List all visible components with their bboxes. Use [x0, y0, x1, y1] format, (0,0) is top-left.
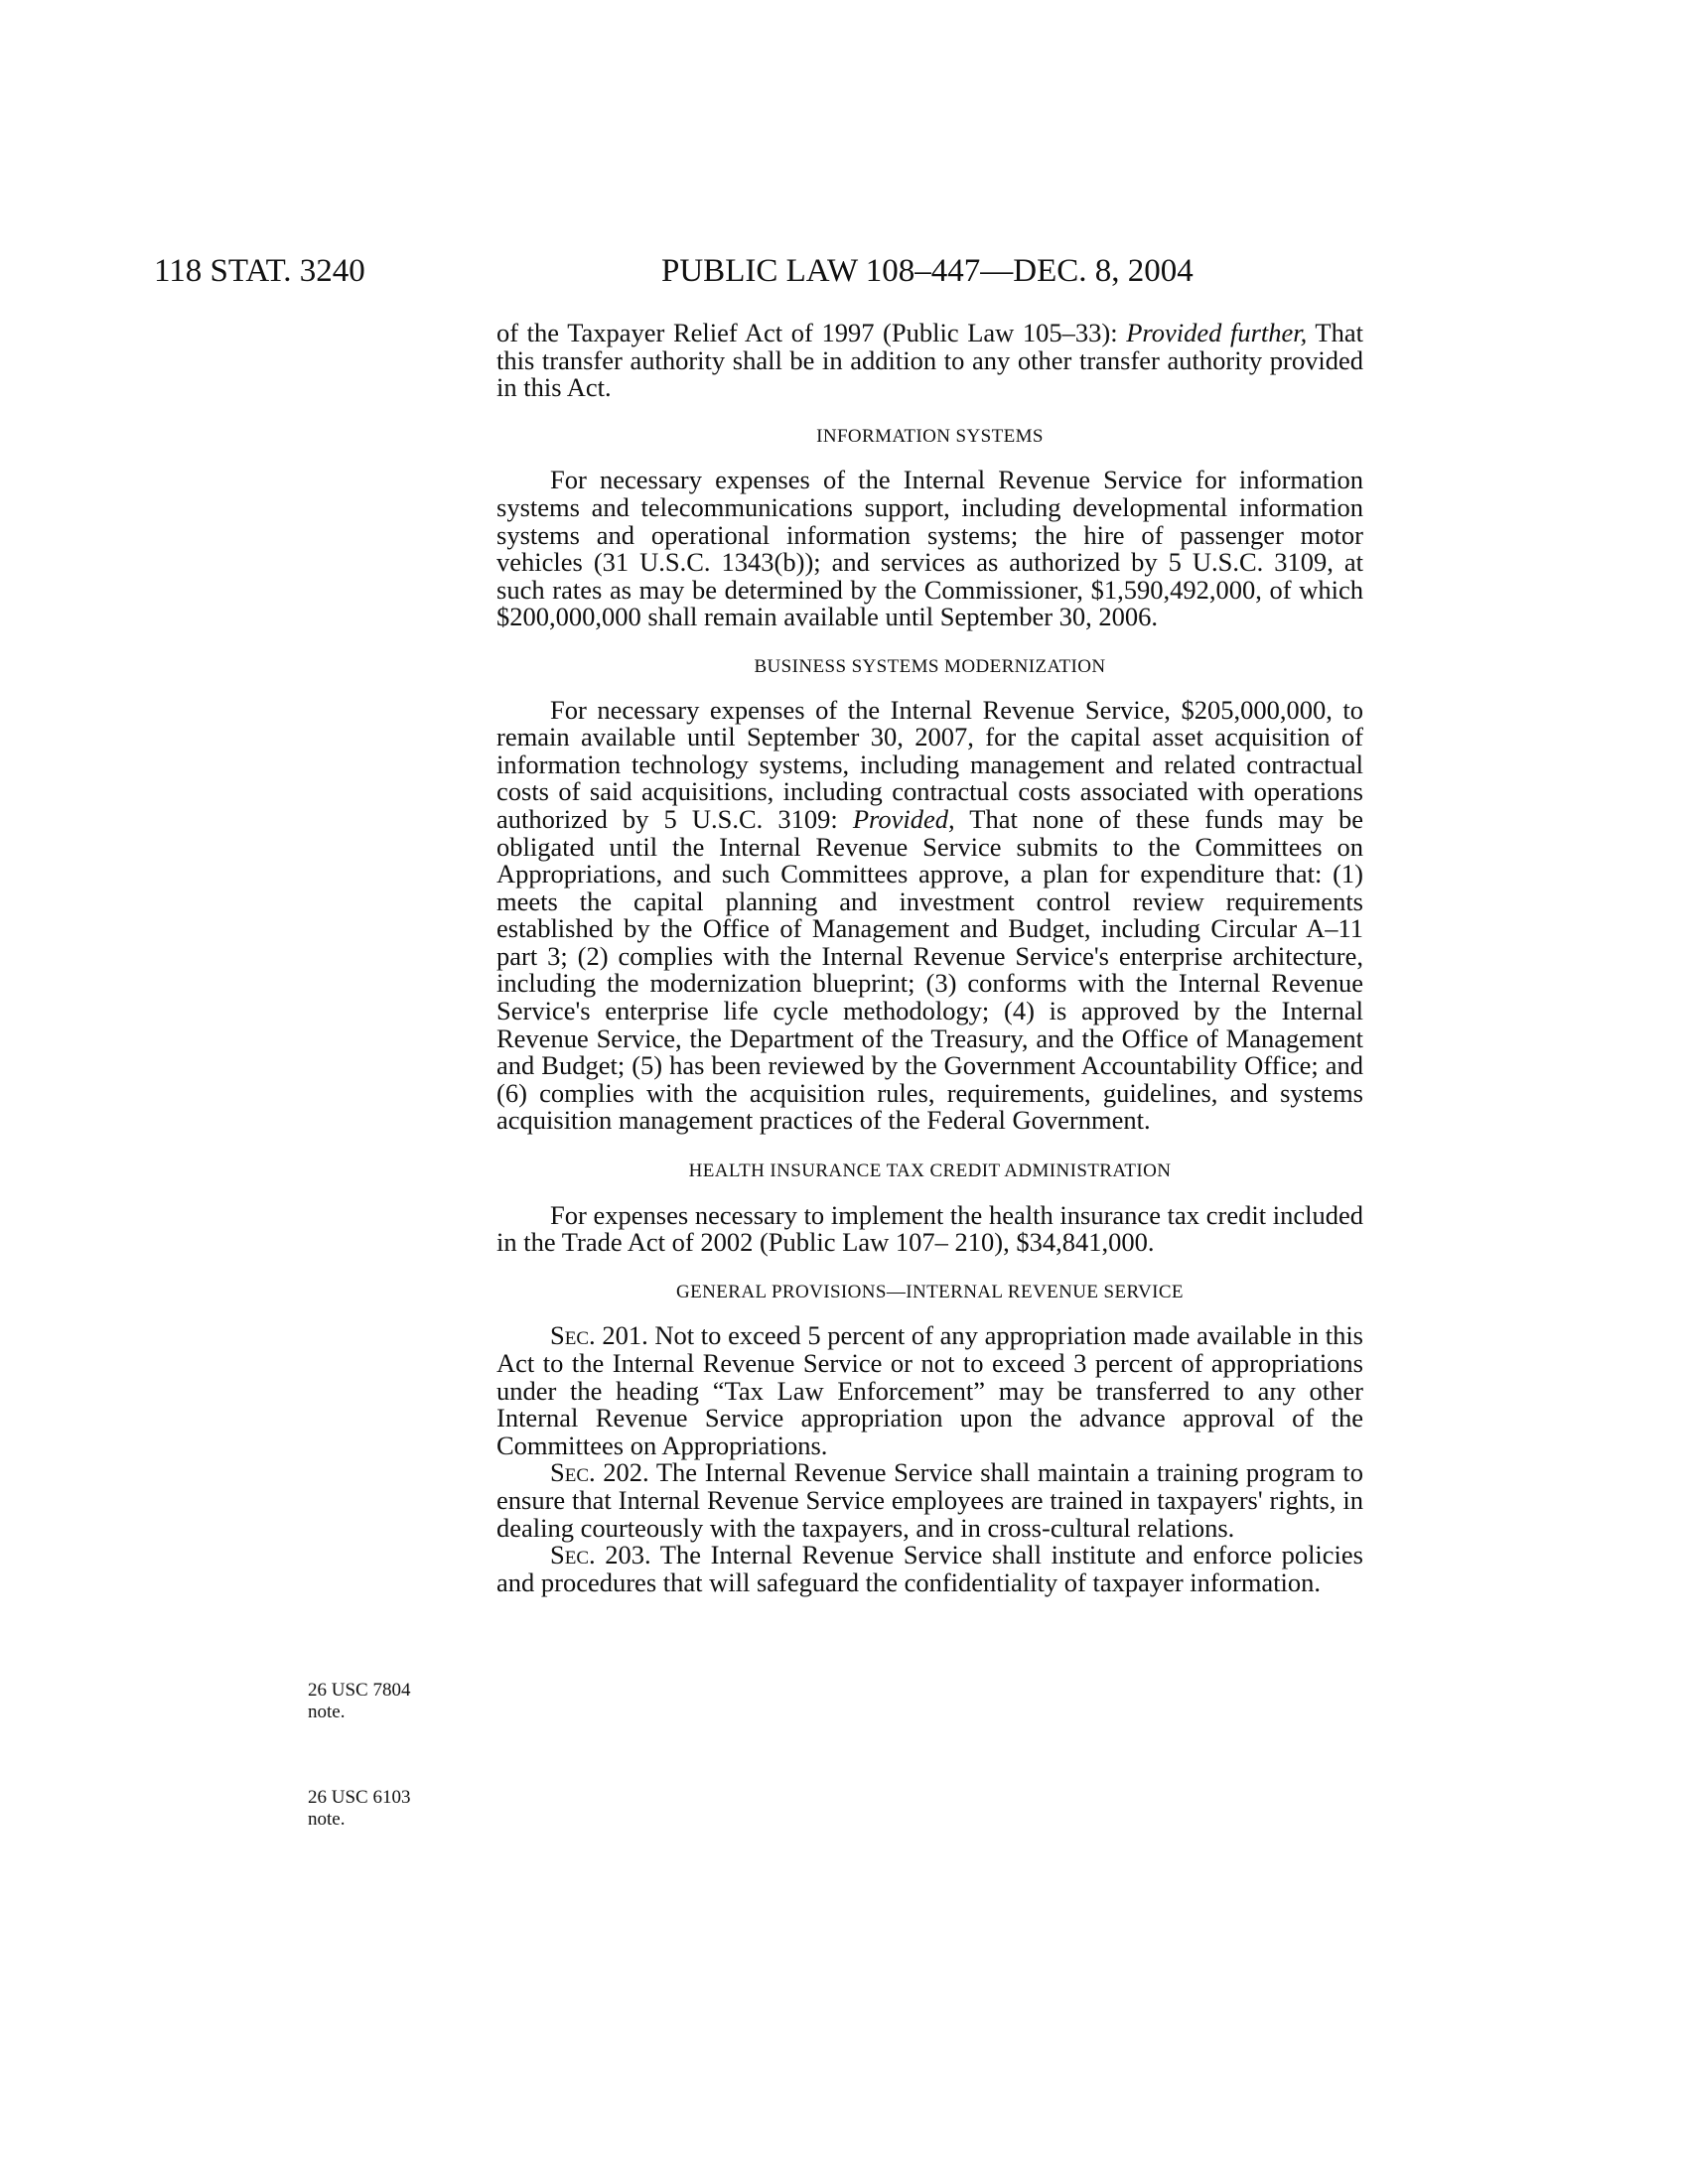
business-systems-paragraph [496, 694, 1363, 1136]
heading-general-provisions: GENERAL PROVISIONS—INTERNAL REVENUE SERVICE [676, 1281, 1184, 1302]
stat-page-number: 118 STAT. 3240 [154, 253, 365, 289]
section-203-paragraph [496, 1542, 1363, 1596]
intro-italic: Provided further, [1126, 318, 1308, 347]
section-203-text: The Internal Revenue Service shall institute and enforce policies and procedures that will safeguard the confidentiality of taxpayer information. [496, 1540, 1363, 1597]
section-201-paragraph [496, 1322, 1363, 1459]
section-201-label: Sec. 201. [550, 1320, 648, 1351]
heading-health-insurance: HEALTH INSURANCE TAX CREDIT ADMINISTRATION [688, 1160, 1172, 1182]
heading-business-systems: BUSINESS SYSTEMS MODERNIZATION [754, 655, 1106, 677]
margin-note-6103: 26 USC 6103 note. [308, 1787, 411, 1830]
page-header [154, 251, 1365, 301]
intro-paragraph [496, 320, 1363, 402]
information-systems-paragraph: For necessary expenses of the Internal Revenue Service for information systems and telecommunications support, including developmental information systems and operational information systems; the hire of passenger motor vehicles (31 U.S.C. 1343(b)); and services as authorized by 5 U.S.C. 3109, at such rates as may be determined by the Commissioner, $1,590,492,000, of which $200,000,000 shall remain available until September 30, 2006. [496, 465, 1363, 632]
business-systems-text-a: For necessary expenses of the Internal Revenue Service, $205,000,000, to remain available until September 30, 2007, for the capital asset acquisition of information technology systems, including management and related contractual costs of said acquisitions, including contractual costs associated with operations authorized by 5 U.S.C. 3109: [496, 694, 1363, 834]
section-201-text: Not to exceed 5 percent of any appropriation made available in this Act to the Internal Revenue Service or not to exceed 3 percent of appropriations under the heading “Tax Law Enforcement” may be transferred to any other Internal Revenue Service appropriation upon the advance approval of the Committees on Appropriations. [496, 1320, 1363, 1460]
section-202-text: The Internal Revenue Service shall maintain a training program to ensure that Internal Revenue Service employees are trained in taxpayers' rights, in dealing courteously with the taxpayers, and in cross-cultural relations. [496, 1457, 1363, 1543]
section-202-label: Sec. 202. [550, 1457, 649, 1488]
intro-text-a: of the Taxpayer Relief Act of 1997 (Public Law 105–33): [496, 318, 1127, 347]
intro-text-b: That this transfer authority shall be in addition to any other transfer authority provided in this Act. [496, 318, 1363, 403]
section-203-label: Sec. 203. [550, 1540, 651, 1570]
business-systems-text-b: That none of these funds may be obligated until the Internal Revenue Service submits to the Committees on Appropriations, and such Committees approve, a plan for expenditure that: (1) meets the capital planning and investment control review requirements established by the Office of Management and Budget, including Circular A–11 part 3; (2) complies with the Internal Revenue Service's enterprise architecture, including the modernization blueprint; (3) conforms with the Internal Revenue Service's enterprise life cycle methodology; (4) is approved by the Internal Revenue Service, the Department of the Treasury, and the Office of Management and Budget; (5) has been reviewed by the Government Accountability Office; and (6) complies with the acquisition rules, requirements, guidelines, and systems acquisition management practices of the Federal Government. [496, 803, 1363, 1136]
health-insurance-paragraph: For expenses necessary to implement the health insurance tax credit included in the Trade Act of 2002 (Public Law 107– 210), $34,841,000. [496, 1199, 1363, 1258]
business-systems-italic: Provided, [852, 803, 955, 834]
margin-note-7804: 26 USC 7804 note. [308, 1680, 411, 1722]
heading-information-systems: INFORMATION SYSTEMS [816, 425, 1044, 447]
section-202-paragraph [496, 1459, 1363, 1542]
main-text-column [496, 320, 1363, 1596]
public-law-title: PUBLIC LAW 108–447—DEC. 8, 2004 [661, 253, 1194, 289]
